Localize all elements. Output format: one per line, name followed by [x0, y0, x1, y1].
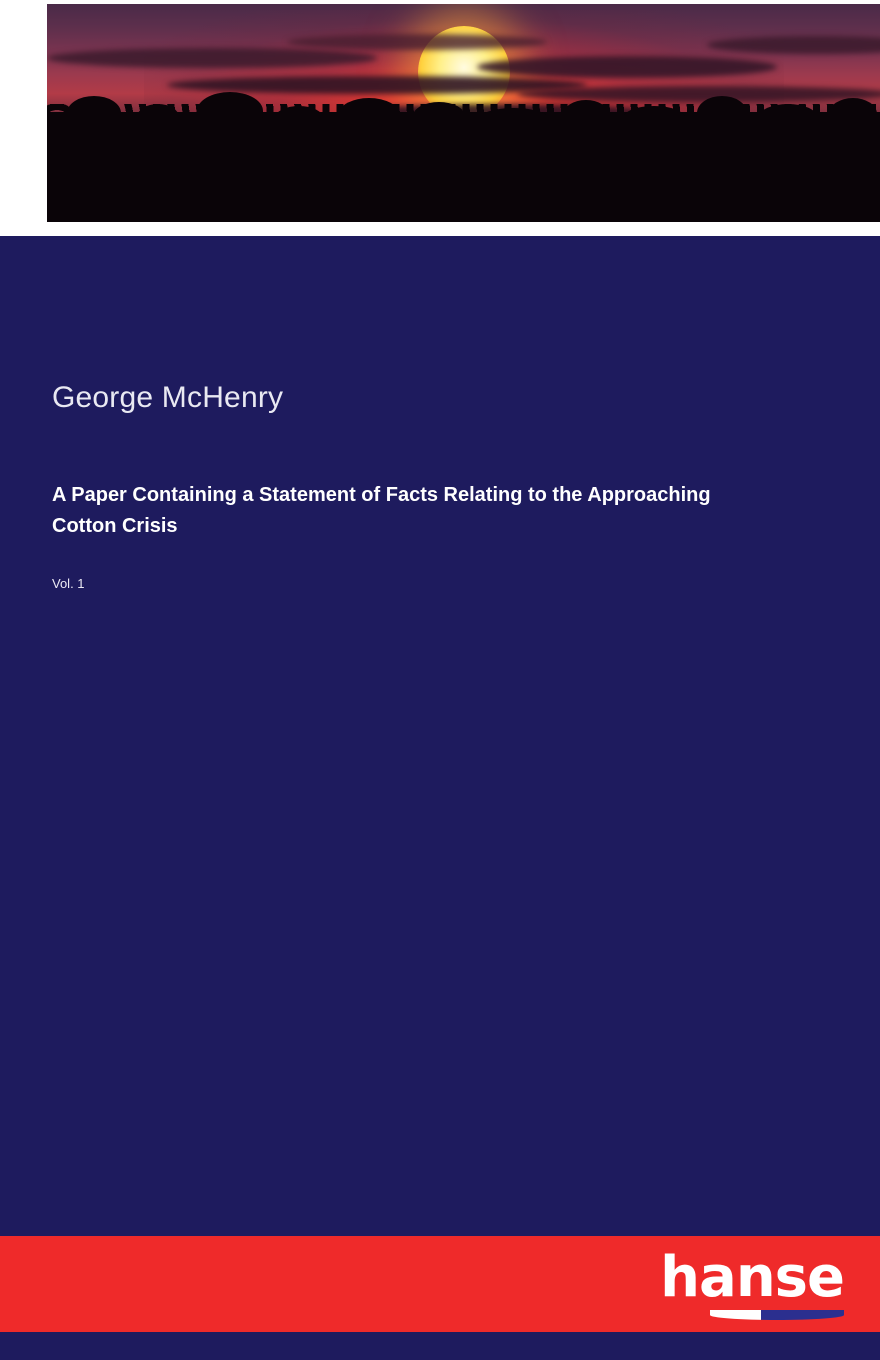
cloud: [477, 56, 777, 78]
publisher-footer: [0, 1236, 880, 1332]
cloud: [517, 86, 880, 102]
publisher-logo-swoosh-icon: [710, 1310, 844, 1320]
cover-bottom-strip: [0, 1332, 880, 1360]
volume-label: Vol. 1: [52, 576, 85, 591]
treeline: [47, 118, 880, 222]
publisher-logo: hanse: [660, 1245, 844, 1310]
cloud: [47, 48, 377, 68]
book-title: A Paper Containing a Statement of Facts Relating to the Approaching Cotton Crisis: [52, 484, 711, 537]
cover-text-block: [52, 380, 792, 591]
cover-photo: [47, 4, 880, 222]
cloud: [287, 34, 547, 50]
author-name: George McHenry: [52, 381, 284, 414]
